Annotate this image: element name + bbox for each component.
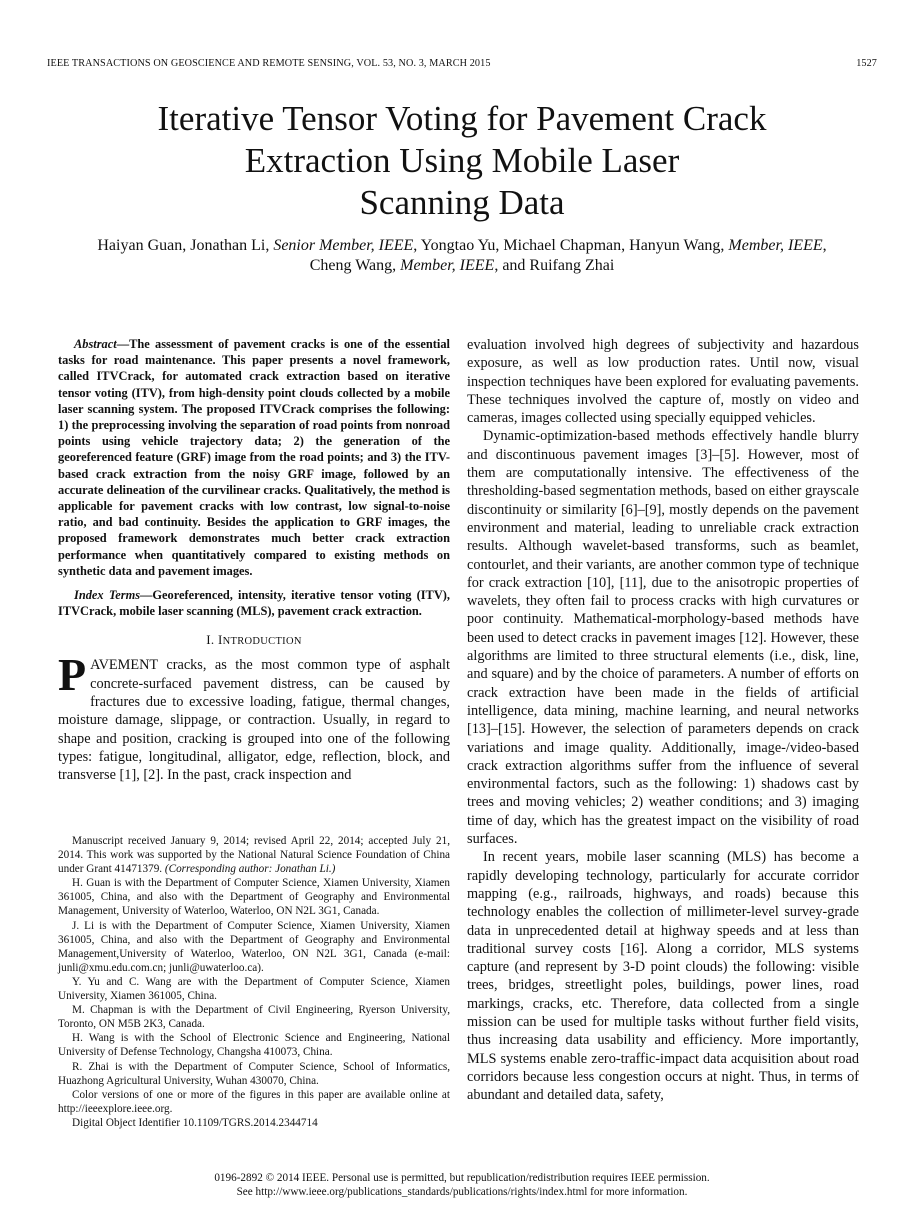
journal-name: IEEE TRANSACTIONS ON GEOSCIENCE AND REMOTE SENSING, VOL. 53, NO. 3, MARCH 2015	[47, 58, 491, 69]
copyright-line-1: 0196-2892 © 2014 IEEE. Personal use is permitted, but republication/redistribution requires IEEE permission.	[214, 1172, 710, 1184]
title-line-3: Scanning Data	[359, 183, 565, 222]
title-line-2: Extraction Using Mobile Laser	[244, 141, 680, 180]
page-number: 1527	[856, 58, 877, 69]
abstract	[58, 336, 450, 579]
footnote-doi: Digital Object Identifier 10.1109/TGRS.2014.2344714	[72, 1116, 318, 1129]
running-header	[47, 58, 877, 69]
left-column	[58, 336, 450, 785]
title-line-1: Iterative Tensor Voting for Pavement Crack	[157, 99, 767, 138]
intro-paragraph-1-text: AVEMENT cracks, as the most common type of asphalt concrete-surfaced pavement distress, can be caused by fractures due to excessive loading, fatigue, thermal changes, moisture damage, slippage, or contraction. Usually, in regard to shape and position, cracking is grouped into one of the following types: fatigue, longitudinal, alligator, edge, reflection, block, and transverse [1], [2]. In the past, crack inspection and	[58, 657, 450, 784]
index-terms-label: Index Terms	[74, 588, 141, 603]
paper-title	[60, 98, 864, 224]
index-terms-text: —Georeferenced, intensity, iterative tensor voting (ITV), ITVCrack, mobile laser scanning (MLS), pavement crack extraction.	[58, 588, 450, 619]
copyright-line-2: See http://www.ieee.org/publications_standards/publications/rights/index.html for more information.	[236, 1186, 688, 1199]
author-membership: Senior Member, IEEE	[273, 237, 414, 254]
author-text: , and Ruifang Zhai	[494, 257, 615, 274]
footnote-chapman: M. Chapman is with the Department of Civil Engineering, Ryerson University, Toronto, ON M5B 2K3, Canada.	[58, 1004, 450, 1031]
author-line-2	[40, 256, 884, 276]
copyright-notice	[0, 1171, 924, 1199]
footnote-zhai: R. Zhai is with the Department of Computer Science, School of Informatics, Huazhong Agricultural University, Wuhan 430070, China.	[58, 1060, 450, 1087]
author-list	[40, 236, 884, 276]
intro-paragraph-2: Dynamic-optimization-based methods effectively handle blurry and discontinuous pavement images [3]–[5]. However, most of them are computationally intensive. The effectiveness of the thresholding-based segmentation methods, based on either grayscale discontinuity or similarity [6]–[9], mostly depends on the pavement environment and material, leading to unreliable crack extraction results. Although wavelet-based transforms, such as beamlet, contourlet, and their variants, are another common type of technique for crack extraction [10], [11], due to the anisotropic properties of wavelets, they often fail to process cracks with high curvatures or poor continuity. Mathematical-morphology-based methods have been used to detect cracks in pavement images [12]. However, these algorithms are limited to three structural elements (i.e., disk, line, and square) and by the choice of parameters. A number of efforts on crack extraction have been made in the fields of artificial intelligence, data mining, machine learning, and neural networks [13]–[15]. However, the selection of parameters depends on crack variations and image quality. Additionally, image-/video-based crack extraction algorithms suffer from the influence of several environmental factors, such as the following: 1) shadows cast by trees and moving vehicles; 2) weather conditions; and 3) imaging time of day, which has the greatest impact on the visibility of road surfaces.	[467, 428, 859, 848]
footnote-manuscript	[58, 834, 450, 876]
drop-cap: P	[58, 649, 87, 701]
abstract-label: Abstract	[74, 337, 117, 351]
index-terms	[58, 587, 450, 619]
author-text: Haiyan Guan, Jonathan Li,	[97, 237, 274, 254]
intro-paragraph-1-cont: evaluation involved high degrees of subjectivity and hazardous exposure, as well as low production rates. Until now, visual inspection techniques have been explored for evaluating pavements. These techniques involved the capture of, mostly on video and cameras, images collected using specially equipped vehicles.	[467, 337, 859, 427]
footnote-manuscript-text: Manuscript received January 9, 2014; revised April 22, 2014; accepted July 21, 2014. This work was supported by the National Natural Science Foundation of China under Grant 41471379.	[58, 835, 450, 876]
footnote-yu-wang: Y. Yu and C. Wang are with the Department of Computer Science, Xiamen University, Xiamen 361005, China.	[58, 975, 450, 1003]
author-membership: Member, IEEE	[728, 237, 823, 254]
right-column	[467, 336, 859, 1104]
intro-paragraph-3: In recent years, mobile laser scanning (MLS) has become a rapidly developing technology, particularly for accurate corridor mapping (e.g., railroads, highways, and roads) because this technology enables the collection of millimeter-level survey-grade data in unprecedented detail at highway speeds and at less than traditional survey costs [16]. Along a corridor, MLS systems capture (and represent by 3-D point clouds) the following: visible trees, bridges, streetlight poles, buildings, power lines, road markings, cracks, etc. Therefore, data collected from a single mission can be used for multiple tasks without further field visits, thus increasing data usability and efficiency. More importantly, MLS systems enable zero-traffic-impact data acquisition about road corridors because less congestion occurs at night. Thus, in terms of abundant and detailed data, safety,	[467, 849, 859, 1104]
footnote-hwang: H. Wang is with the School of Electronic Science and Engineering, National University of Defense Technology, Changsha 410073, China.	[58, 1032, 450, 1059]
section-title-rest: NTRODUCTION	[222, 636, 302, 648]
intro-paragraph-1	[58, 649, 450, 784]
author-text: ,	[822, 237, 827, 254]
footnote-corresponding-author: (Corresponding author: Jonathan Li.)	[164, 863, 336, 876]
section-number: I.	[206, 632, 218, 648]
author-line-1	[40, 236, 884, 256]
author-text: , Yongtao Yu, Michael Chapman, Hanyun Wang,	[413, 237, 729, 254]
author-membership: Member, IEEE	[400, 257, 495, 274]
abstract-text: —The assessment of pavement cracks is one of the essential tasks for road maintenance. This paper presents a novel framework, called ITVCrack, for automated crack extraction based on iterative tensor voting (ITV), from high-density point clouds collected by a mobile laser scanning system. The proposed ITVCrack comprises the following: 1) the preprocessing involving the separation of road points from nonroad points using vehicle trajectory data; 2) the generation of the georeferenced feature (GRF) image from the road points; and 3) the ITV-based crack extraction from the noisy GRF image, followed by an accurate delineation of the curvilinear cracks. Qualitatively, the method is applicable for pavement cracks with low contrast, low signal-to-noise ratio, and bad continuity. Besides the application to GRF images, the proposed framework demonstrates much better crack extraction performance when quantitatively compared to existing methods on synthetic data and pavement images.	[58, 337, 450, 578]
section-title-initial: I	[217, 632, 223, 648]
footnote-guan: H. Guan is with the Department of Computer Science, Xiamen University, Xiamen 361005, China, and also with the Department of Geography and Environmental Management, University of Waterloo, Waterloo, ON N2L 3G1, Canada.	[58, 877, 450, 918]
footnote-li: J. Li is with the Department of Computer Science, Xiamen University, Xiamen 361005, China, and also with the Department of Geography and Environmental Management,University of Waterloo, Waterloo, ON N2L 3G1, Canada (e-mail: junli@xmu.edu.com.cn; junli@uwaterloo.ca).	[58, 919, 450, 974]
footnotes	[58, 834, 450, 1130]
footnote-color: Color versions of one or more of the figures in this paper are available online at http://ieeexplore.ieee.org.	[58, 1088, 450, 1115]
section-heading-introduction	[58, 632, 450, 648]
author-text: Cheng Wang,	[309, 257, 401, 274]
